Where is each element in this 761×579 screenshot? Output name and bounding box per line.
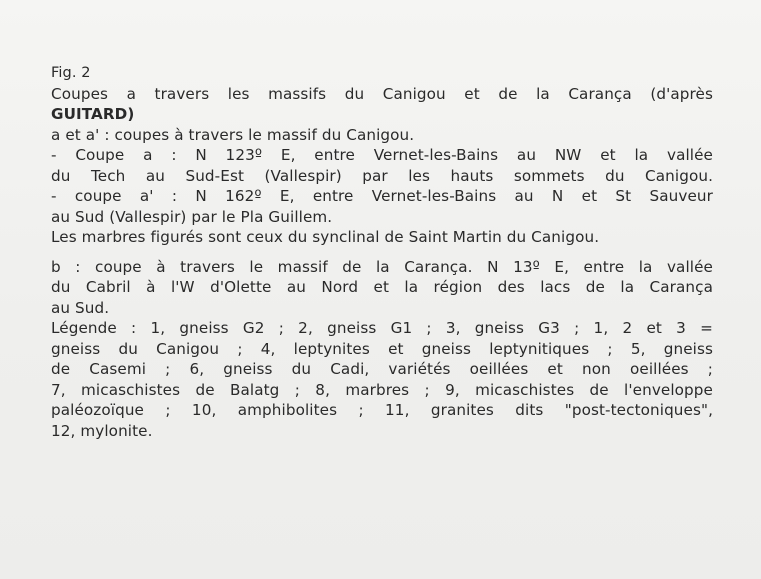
section-b-line-2: du Cabril à l'W d'Olette au Nord et la région des lacs de la Carança (51, 278, 713, 296)
legend-line-1: Légende : 1, gneiss G2 ; 2, gneiss G1 ; 3, gneiss G3 ; 1, 2 et 3 = (51, 319, 713, 337)
legend-line-2: gneiss du Canigou ; 4, leptynites et gneiss leptynitiques ; 5, gneiss (51, 339, 713, 358)
section-a-line-3: - coupe a' : N 162º E, entre Vernet-les-Bains au N et St Sauveur (51, 187, 713, 205)
legend-line-3: de Casemi ; 6, gneiss du Cadi, variétés oeillées et non oeillées ; (51, 360, 713, 378)
caption-title-line: Coupes a travers les massifs du Canigou et de la Carança (d'après (51, 84, 713, 103)
section-a-line-1: - Coupe a : N 123º E, entre Vernet-les-Bains au NW et la vallée (51, 146, 713, 164)
paragraph-gap (51, 248, 713, 257)
section-b-line-1: b : coupe à travers le massif de la Carança. N 13º E, entre la vallée (51, 257, 713, 276)
figure-number: Fig. 2 (51, 65, 91, 81)
section-a-line-2: du Tech au Sud-Est (Vallespir) par les hauts sommets du Canigou. (51, 166, 713, 185)
section-a-line-5: Les marbres figurés sont ceux du synclinal de Saint Martin du Canigou. (51, 228, 600, 246)
section-a-line-4: au Sud (Vallespir) par le Pla Guillem. (51, 207, 333, 226)
legend-line-6: 12, mylonite. (51, 421, 153, 440)
legend-line-4: 7, micaschistes de Balatg ; 8, marbres ; 9, micaschistes de l'enveloppe (51, 380, 713, 399)
figure-caption (51, 63, 713, 441)
section-a-intro: a et a' : coupes à travers le massif du Canigou. (51, 125, 415, 144)
legend-line-5: paléozoïque ; 10, amphibolites ; 11, granites dits "post-tectoniques", (51, 401, 713, 419)
caption-author: GUITARD) (51, 105, 135, 123)
section-b-line-3: au Sud. (51, 298, 110, 317)
